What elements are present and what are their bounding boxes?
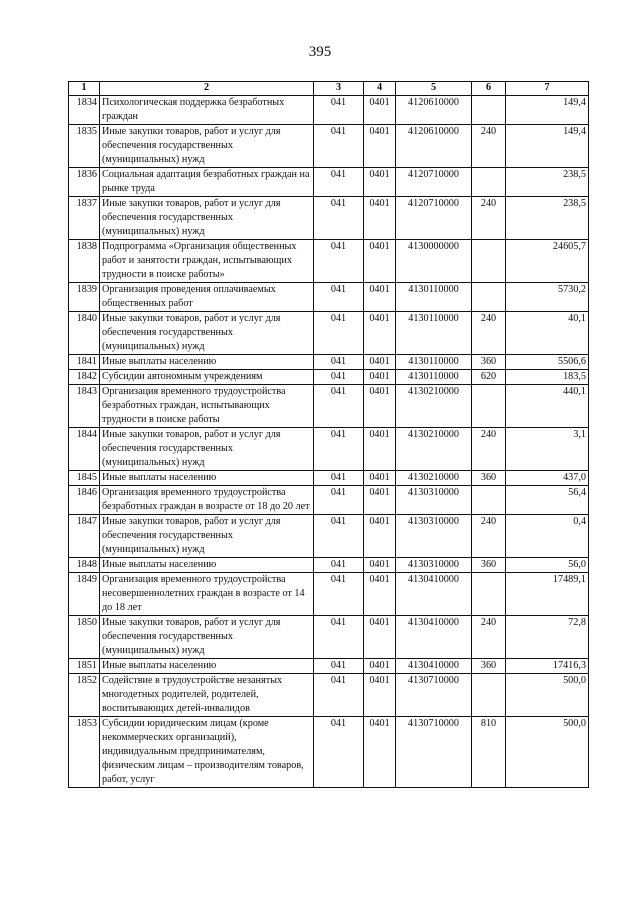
row-number: 1842 — [69, 370, 100, 385]
header-row — [69, 82, 589, 96]
row-number: 1839 — [69, 283, 100, 312]
row-expense-type: 360 — [472, 471, 506, 486]
row-expense-type: 810 — [472, 717, 506, 788]
header-col-3: 3 — [314, 82, 364, 96]
row-name: Иные закупки товаров, работ и услуг для обеспечения государственных (муниципальных) нужд — [100, 125, 314, 168]
table-row — [69, 471, 589, 486]
row-target-code: 4130210000 — [396, 428, 472, 471]
row-ministry-code: 041 — [314, 197, 364, 240]
row-expense-type: 360 — [472, 659, 506, 674]
row-ministry-code: 041 — [314, 659, 364, 674]
table-row — [69, 240, 589, 283]
table-row — [69, 370, 589, 385]
table-row — [69, 428, 589, 471]
row-number: 1838 — [69, 240, 100, 283]
row-number: 1843 — [69, 385, 100, 428]
row-expense-type: 240 — [472, 616, 506, 659]
row-number: 1836 — [69, 168, 100, 197]
row-name: Субсидии автономным учреждениям — [100, 370, 314, 385]
row-ministry-code: 041 — [314, 385, 364, 428]
table-row — [69, 659, 589, 674]
row-name: Иные выплаты населению — [100, 471, 314, 486]
row-amount: 72,8 — [506, 616, 589, 659]
row-ministry-code: 041 — [314, 240, 364, 283]
row-target-code: 4130710000 — [396, 674, 472, 717]
row-amount: 149,4 — [506, 96, 589, 125]
row-amount: 56,0 — [506, 558, 589, 573]
row-ministry-code: 041 — [314, 428, 364, 471]
row-section-code: 0401 — [364, 486, 396, 515]
row-section-code: 0401 — [364, 515, 396, 558]
row-amount: 17489,1 — [506, 573, 589, 616]
row-expense-type — [472, 283, 506, 312]
row-ministry-code: 041 — [314, 616, 364, 659]
row-name: Социальная адаптация безработных граждан на рынке труда — [100, 168, 314, 197]
row-ministry-code: 041 — [314, 471, 364, 486]
row-expense-type: 620 — [472, 370, 506, 385]
row-expense-type: 240 — [472, 312, 506, 355]
header-col-7: 7 — [506, 82, 589, 96]
row-ministry-code: 041 — [314, 283, 364, 312]
row-section-code: 0401 — [364, 674, 396, 717]
row-target-code: 4120710000 — [396, 168, 472, 197]
row-amount: 56,4 — [506, 486, 589, 515]
row-ministry-code: 041 — [314, 370, 364, 385]
row-number: 1847 — [69, 515, 100, 558]
table-row — [69, 125, 589, 168]
table-row — [69, 515, 589, 558]
row-expense-type — [472, 240, 506, 283]
row-target-code: 4130000000 — [396, 240, 472, 283]
row-expense-type: 240 — [472, 515, 506, 558]
row-amount: 437,0 — [506, 471, 589, 486]
table-row — [69, 616, 589, 659]
row-section-code: 0401 — [364, 197, 396, 240]
row-section-code: 0401 — [364, 96, 396, 125]
row-expense-type: 240 — [472, 125, 506, 168]
row-number: 1841 — [69, 355, 100, 370]
row-section-code: 0401 — [364, 428, 396, 471]
row-section-code: 0401 — [364, 168, 396, 197]
row-amount: 40,1 — [506, 312, 589, 355]
row-ministry-code: 041 — [314, 125, 364, 168]
table-row — [69, 717, 589, 788]
row-expense-type: 360 — [472, 355, 506, 370]
table-row — [69, 168, 589, 197]
row-number: 1852 — [69, 674, 100, 717]
row-target-code: 4120610000 — [396, 96, 472, 125]
row-amount: 183,5 — [506, 370, 589, 385]
header-col-4: 4 — [364, 82, 396, 96]
row-target-code: 4130310000 — [396, 515, 472, 558]
row-number: 1835 — [69, 125, 100, 168]
row-amount: 440,1 — [506, 385, 589, 428]
row-expense-type — [472, 486, 506, 515]
row-target-code: 4130310000 — [396, 558, 472, 573]
row-name: Иные закупки товаров, работ и услуг для обеспечения государственных (муниципальных) нужд — [100, 616, 314, 659]
row-target-code: 4130110000 — [396, 355, 472, 370]
row-number: 1848 — [69, 558, 100, 573]
row-name: Иные закупки товаров, работ и услуг для обеспечения государственных (муниципальных) нужд — [100, 197, 314, 240]
row-ministry-code: 041 — [314, 168, 364, 197]
row-name: Иные выплаты населению — [100, 558, 314, 573]
row-ministry-code: 041 — [314, 573, 364, 616]
row-target-code: 4130410000 — [396, 659, 472, 674]
row-expense-type: 240 — [472, 428, 506, 471]
row-section-code: 0401 — [364, 616, 396, 659]
row-target-code: 4130210000 — [396, 385, 472, 428]
row-name: Содействие в трудоустройстве незанятых многодетных родителей, родителей, воспитывающих детей-инвалидов — [100, 674, 314, 717]
budget-table — [68, 81, 589, 788]
row-name: Иные закупки товаров, работ и услуг для обеспечения государственных (муниципальных) нужд — [100, 312, 314, 355]
row-target-code: 4130410000 — [396, 573, 472, 616]
row-number: 1853 — [69, 717, 100, 788]
row-target-code: 4120710000 — [396, 197, 472, 240]
row-amount: 149,4 — [506, 125, 589, 168]
row-section-code: 0401 — [364, 370, 396, 385]
row-target-code: 4130110000 — [396, 370, 472, 385]
table-row — [69, 197, 589, 240]
row-amount: 238,5 — [506, 197, 589, 240]
table-header — [69, 82, 589, 96]
row-name: Субсидии юридическим лицам (кроме некоммерческих организаций), индивидуальным предпринимателям, физическим лицам – производителям товаров, работ, услуг — [100, 717, 314, 788]
row-section-code: 0401 — [364, 385, 396, 428]
row-ministry-code: 041 — [314, 674, 364, 717]
row-ministry-code: 041 — [314, 355, 364, 370]
row-name: Иные выплаты населению — [100, 355, 314, 370]
row-amount: 3,1 — [506, 428, 589, 471]
table-row — [69, 96, 589, 125]
row-amount: 5506,6 — [506, 355, 589, 370]
row-section-code: 0401 — [364, 659, 396, 674]
row-section-code: 0401 — [364, 125, 396, 168]
row-section-code: 0401 — [364, 471, 396, 486]
row-number: 1840 — [69, 312, 100, 355]
table-row — [69, 573, 589, 616]
row-name: Подпрограмма «Организация общественных работ и занятости граждан, испытывающих трудности в поиске работы» — [100, 240, 314, 283]
row-expense-type — [472, 674, 506, 717]
row-number: 1837 — [69, 197, 100, 240]
header-col-2: 2 — [100, 82, 314, 96]
row-number: 1851 — [69, 659, 100, 674]
header-col-1: 1 — [69, 82, 100, 96]
row-ministry-code: 041 — [314, 515, 364, 558]
row-expense-type: 360 — [472, 558, 506, 573]
row-number: 1846 — [69, 486, 100, 515]
row-amount: 24605,7 — [506, 240, 589, 283]
row-expense-type — [472, 96, 506, 125]
row-target-code: 4130110000 — [396, 283, 472, 312]
row-target-code: 4120610000 — [396, 125, 472, 168]
row-section-code: 0401 — [364, 283, 396, 312]
row-target-code: 4130710000 — [396, 717, 472, 788]
table-row — [69, 385, 589, 428]
table-row — [69, 486, 589, 515]
row-name: Организация временного трудоустройства безработных граждан в возрасте от 18 до 20 лет — [100, 486, 314, 515]
row-target-code: 4130210000 — [396, 471, 472, 486]
row-ministry-code: 041 — [314, 558, 364, 573]
table-row — [69, 558, 589, 573]
header-col-5: 5 — [396, 82, 472, 96]
row-name: Иные закупки товаров, работ и услуг для обеспечения государственных (муниципальных) нужд — [100, 428, 314, 471]
row-ministry-code: 041 — [314, 717, 364, 788]
row-target-code: 4130110000 — [396, 312, 472, 355]
row-expense-type — [472, 573, 506, 616]
table-row — [69, 355, 589, 370]
row-name: Организация проведения оплачиваемых общественных работ — [100, 283, 314, 312]
row-section-code: 0401 — [364, 240, 396, 283]
row-number: 1849 — [69, 573, 100, 616]
row-target-code: 4130410000 — [396, 616, 472, 659]
row-expense-type — [472, 385, 506, 428]
row-amount: 500,0 — [506, 717, 589, 788]
header-col-6: 6 — [472, 82, 506, 96]
row-amount: 238,5 — [506, 168, 589, 197]
table-body — [69, 96, 589, 788]
row-amount: 5730,2 — [506, 283, 589, 312]
row-name: Организация временного трудоустройства безработных граждан, испытывающих трудности в поиске работы — [100, 385, 314, 428]
row-ministry-code: 041 — [314, 486, 364, 515]
table-row — [69, 283, 589, 312]
row-ministry-code: 041 — [314, 96, 364, 125]
row-section-code: 0401 — [364, 312, 396, 355]
row-number: 1834 — [69, 96, 100, 125]
row-section-code: 0401 — [364, 355, 396, 370]
row-name: Иные закупки товаров, работ и услуг для обеспечения государственных (муниципальных) нужд — [100, 515, 314, 558]
row-number: 1844 — [69, 428, 100, 471]
row-section-code: 0401 — [364, 573, 396, 616]
row-name: Организация временного трудоустройства несовершеннолетних граждан в возрасте от 14 до 18 лет — [100, 573, 314, 616]
row-name: Психологическая поддержка безработных граждан — [100, 96, 314, 125]
row-name: Иные выплаты населению — [100, 659, 314, 674]
table-row — [69, 312, 589, 355]
row-section-code: 0401 — [364, 717, 396, 788]
row-amount: 17416,3 — [506, 659, 589, 674]
row-expense-type — [472, 168, 506, 197]
row-expense-type: 240 — [472, 197, 506, 240]
row-number: 1850 — [69, 616, 100, 659]
table-row — [69, 674, 589, 717]
row-section-code: 0401 — [364, 558, 396, 573]
row-amount: 500,0 — [506, 674, 589, 717]
row-ministry-code: 041 — [314, 312, 364, 355]
row-number: 1845 — [69, 471, 100, 486]
row-target-code: 4130310000 — [396, 486, 472, 515]
page-number: 395 — [308, 44, 332, 60]
row-amount: 0,4 — [506, 515, 589, 558]
